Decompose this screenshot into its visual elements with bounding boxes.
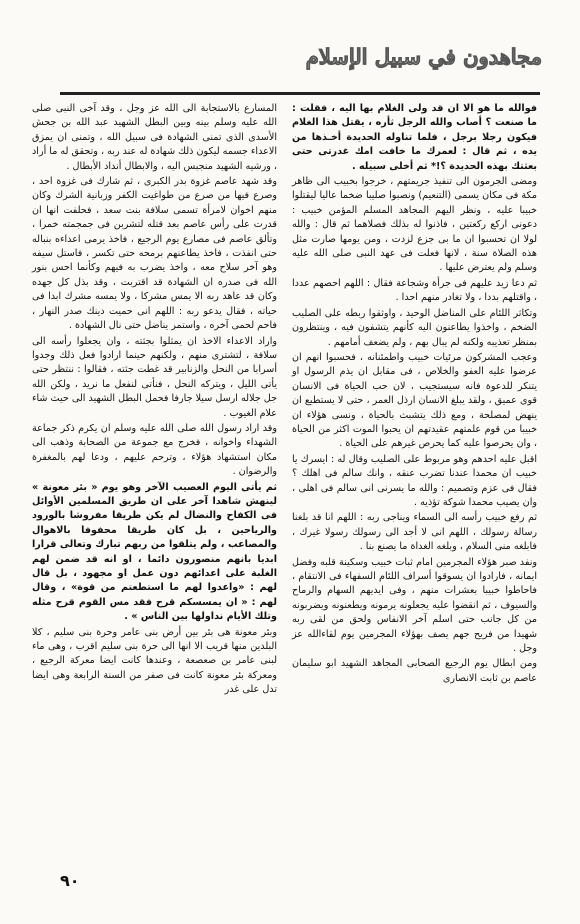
paragraph: وعجب المشركون مرئيات خبيب واطمئنانه ، فحسبوا انهم ان عرضوا عليه العفو والخلاص ، فى مقابل ان يذم الرسول او يتنكر للدعوة فانه سيستجيب ، لان حب الحياة فى الانسان قوى عميق ، ولقد يبلغ الانسان ارذل العمر ، حتى لا يستطيع ان ينهض لمصلحة ، ومع ذلك يتشبث بالحياة ، ونسى هؤلاء ان خبيبا من قوم علمتهم عقيدتهم ان يحبوا الموت اكثر من الحياة ، وان يحرصوا عليه كما يحرص غيرهم على الحياة . <box>292 351 537 450</box>
paragraph: ثم دعا زيد عليهم فى جرأة وشجاعة فقال : اللهم احصهم عددا ، واقتلهم بددا ، ولا تغادر منهم احدا . <box>292 277 537 304</box>
paragraph: واراد الاعداء الاخذ ان يمثلوا بجثته ، وان يجعلوا رأسه الى سلافة ، لتشترى منهم ، ولكنهم حينما ارادوا فعل ذلك وجدوا أسرابا من النحل والزنابير قد غطت جثته ، فقالوا : ننتظر حتى يأتى الليل ، ويتركه النحل ، فنأتى لنفعل ما نريد ، ولكن الله جل جلاله ارسل سيلا جارفا فحمل البطل الشهيد الى حيث شاء علام الغيوب . <box>32 335 277 419</box>
paragraph: ونفد صبر هؤلاء المجرمين امام ثبات خبيب وسكينة قلبه وفضل ايمانه ، فارادوا ان يسوقوا أسراف اللئام السفهاء فى الانتقام ، فاحاطوا خبيبا بعشرات منهم ، وفى ايديهم السهام والرماح والسيوف ، ثم انقضوا عليه يجعلونه يرمونه ويطعنونه ويضربونه من كل جانب حتى اسلم آخر الانفاس ولحق من لقى ربه شهيدا من فريح جهم يصف بهؤلاء المجرمين يوم لقاءالله عز وجل . <box>292 556 537 655</box>
header-rule <box>60 92 540 95</box>
paragraph: ثم يأتى اليوم العصيب الآخر وهو يوم « بئر معونة » لينهش شاهدا آخر على ان طريق المسلمين الأوائل فى الكفاح والنضال لم يكن طريقا مفروشا بالورود والرياحين ، بل كان طريقا محفوفا بالاهوال والمصاعب ، ولم يتلقوا من ربهم تبارك وتعالى قرارا ابديا بانهم منصورون دائما ، او انه قد ضمن لهم الغلبة على اعدائهم دون عمل او مجهود ، بل قال لهم : «واعدوا لهم ما استطعتم من قوة» ، وقال لهم : « ان يمسسكم قرح فقد مس القوم قرح مثله وتلك الأيام نداولها بين الناس » . <box>32 481 277 623</box>
header-title: مجاهدون في سبيل الإسلام <box>305 44 542 69</box>
paragraph: اقبل عليه احدهم وهو مربوط على الصليب وقال له : ايسرك يا خبيب ان محمدا عندنا تضرب عنقه ، وانك سالم فى اهلك ؟ فقال فى عزم وتصميم : والله ما يسرنى انى سالم فى اهلى ، وان يصيب محمدا شوكة تؤذيه . <box>292 453 537 508</box>
paragraph: المسارع بالاستجابة الى الله عز وجل ، وقد آخى النبى صلى الله عليه وسلم بينه وبين البطل الشهيد عبد الله بن جحش الأسدى الذى تمنى الشهادة فى سبيل الله ، وتمنى ان يمزق الاعداء جسمه ليكون ذلك شهادة له عند ربه ، وتحقق له ما أراد ، ورشيه الشهيد منجبس اليه ، والابطال أنداد الأبطال . <box>32 103 277 172</box>
paragraph: ومضى الجرمون الى تنفيذ جريمتهم ، خرجوا بخبيب الى ظاهر مكة فى مكان يسمى (التنعيم) ونصبوا صليبا ضخما عاليا ليقتلوا خبيبا عليه ، ونظر اليهم المجاهد المسلم المؤمن خبيب : دعونى اركع ركعتين ، فاذنوا له بذلك فصلاهما ثم قال : والله لولا ان تحسبوا ان ما بى جزع لزدت ، ومن يومها صارت مثل هذه الصلاة سنة ، لانها فعلت فى عهد النبى صلى الله عليه وسلم ولم يعترض عليها . <box>292 176 537 274</box>
running-header <box>170 44 542 82</box>
paragraph: فوالله ما هو الا ان قد ولى الغلام بها اليه ، فقلت : ما صنعت ؟ أصاب والله الرجل ثأره ، يقتل هذا الغلام فيكون رجلا برجل ، فلما تناوله الحديدة أخـذها من يده ، ثم قال : لعمرك ما خافت امك غدرتى حتى بعثتك بهذه الحديدة ؟!* ثم أخلى سبيله . <box>292 103 537 172</box>
paragraph: وقد شهد عاصم غزوة بدر الكبرى ، ثم شارك فى غزوة احد ، وصرع فيها من صرع من طواغيت الكفر وزبانية الشرك وكان منهم اخوان لامرأة تسمى سلافة بنت سعد ، فحلفت انها ان قدرت على رأس عاصم بعد قتله لتشربن فى جمجمته خمرا ، وتألق عاصم فى مصارع يوم الرجيع ، فاخذ يرمى اعداءه بنباله حتى انفذت ، فاخذ يطاعنهم برمحه حتى تكسر ، فاستل سيفه وهو آخر سلاح معه ، واخذ يضرب به فيهم وكأنما احس بنور الله فى صدره ان الشهادة قد اقتربت ، وقد بذل كل جهده وكان قد عاهد ربه الا يمس مشركا ، ولا يمسه مشرك ابدا فى حياته ، فقال يدعو ربه : اللهم انى حميت دينك صدر النهار ، فاحم لحمى آخره ، واستمر يناضل حتى نال الشهادة . <box>32 176 277 332</box>
paragraph: ثم رفع خبيب رأسه الى السماء ويناجى ربه : اللهم انا قد بلغنا رسالة رسولك ، اللهم انى لا أجد الى رسولك رسولا غيرك ، فابلغه منى السلام ، وبلغه الغداة ما يصنع بنا . <box>292 512 537 553</box>
page-number: ٩٠ <box>60 871 80 890</box>
paragraph: وبئر معونة هى بئر بين أرض بنى عامر وحرة بنى سليم ، كلا البلدين منها قريب الا انها الى حرة بنى سليم اقرب ، وهى ماء لبنى عامر بن صعصعة ، وعندها كانت ايضا معركة الرجيع ، ومعركة بئر معونة كانت فى صفر من السنة الرابعة وهى ايضا تدل على غدر <box>32 626 277 696</box>
paragraph: ومن ابطال يوم الرجيع الصحابى المجاهد الشهيد ابو سليمان عاصم بن ثابت الانصارى <box>292 658 537 684</box>
right-column <box>292 102 537 687</box>
left-column <box>32 102 277 699</box>
paragraph: وقد اراد رسول الله صلى الله عليه وسلم ان يكرم ذكر جماعة الشهداء واخوانه ، فخرج مع جموعة من الصحابة وذهب الى مكان استشهاد هؤلاء ، وترحم عليهم ، ودعا لهم بالمغفرة والرضوان . <box>32 422 277 478</box>
paragraph: وتكاثر اللئام على المناضل الوحيد ، واوثقوا ربطه على الصليب الضخم ، واخذوا يطاعنون اليه كأنهم يتشفون فيه ، وينتظرون بمنظر تعذيبه ولكنه لم يبال بهم ، ولم يضعف أمامهم . <box>292 307 537 348</box>
